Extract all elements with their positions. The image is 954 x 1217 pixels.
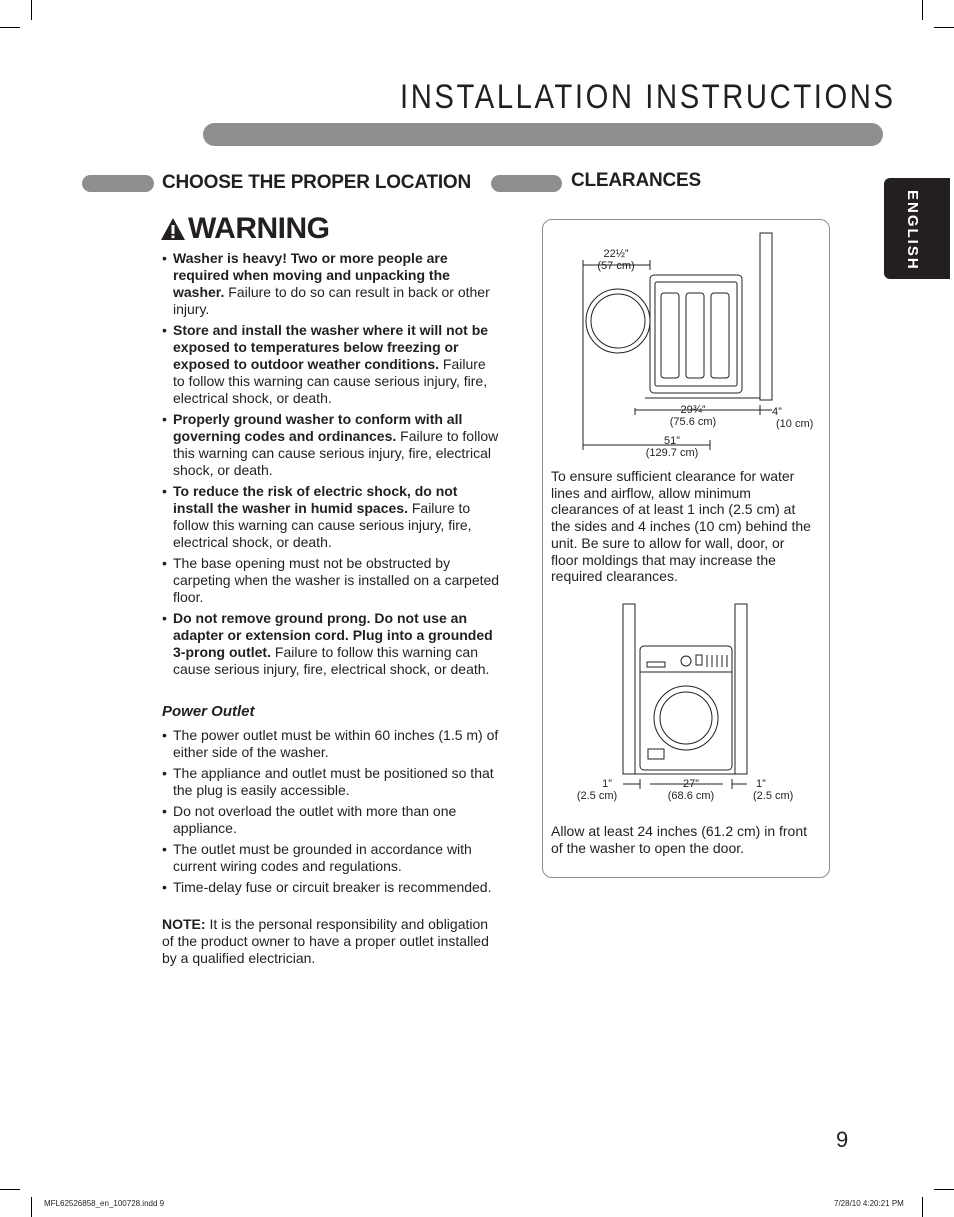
crop-mark	[0, 1189, 20, 1190]
dim-front-left-cm: (2.5 cm)	[576, 790, 618, 802]
warning-heading	[160, 212, 330, 246]
warning-text: Failure to follow this warning can cause serious injury, fire, electrical shock, or death.	[173, 644, 490, 677]
dim-rear	[772, 406, 822, 430]
crop-mark	[31, 1197, 32, 1217]
list-item: • The appliance and outlet must be positioned so that the plug is easily accessible.	[160, 765, 500, 799]
warning-title: WARNING	[188, 212, 330, 245]
note	[162, 916, 502, 967]
dim-front-width	[661, 778, 721, 802]
dim-front-right-cm: (2.5 cm)	[753, 790, 794, 802]
list-item	[160, 555, 500, 606]
warning-bold: Washer is heavy! Two or more people are required when moving and unpacking the washer.	[173, 250, 450, 300]
crop-mark	[31, 0, 32, 20]
page-title: INSTALLATION INSTRUCTIONS	[400, 78, 896, 116]
warning-bold: Store and install the washer where it will not be exposed to temperatures below freezing or exposed to outdoor weather conditions.	[173, 322, 489, 372]
language-tab-label: ENGLISH	[904, 190, 921, 271]
warning-bold: To reduce the risk of electric shock, do not install the washer in humid spaces.	[173, 483, 458, 516]
dim-depth-cm: (57 cm)	[597, 260, 635, 272]
page-number: 9	[836, 1127, 849, 1152]
note-label: NOTE:	[162, 916, 206, 932]
dim-front-left	[571, 778, 623, 802]
warning-text: Failure to follow this warning can cause serious injury, fire, electrical shock, or death.	[173, 428, 499, 478]
list-item	[160, 250, 500, 318]
list-item	[160, 411, 500, 479]
crop-mark	[922, 0, 923, 20]
list-item: • The outlet must be grounded in accordance with current wiring codes and regulations.	[160, 841, 500, 875]
dim-front-left-in: 1”	[602, 778, 612, 790]
clearances-heading: CLEARANCES	[571, 170, 701, 191]
note-text: It is the personal responsibility and obligation of the product owner to have a proper outlet installed by a qualified electrician.	[162, 916, 489, 966]
dim-rear-in: 4”	[772, 406, 782, 418]
door-text: Allow at least 24 inches (61.2 cm) in front of the washer to open the door.	[551, 823, 808, 856]
list-item	[160, 483, 500, 551]
list-item: • Time-delay fuse or circuit breaker is recommended.	[160, 879, 500, 896]
dim-body-in: 29¾”	[680, 404, 706, 416]
section-pill	[491, 175, 562, 192]
dim-rear-cm: (10 cm)	[776, 418, 814, 430]
dim-body-cm: (75.6 cm)	[669, 416, 717, 428]
list-item	[160, 610, 500, 678]
crop-mark	[934, 27, 954, 28]
dim-total-cm: (129.7 cm)	[645, 447, 699, 459]
dim-depth	[596, 248, 636, 272]
warning-list	[160, 250, 500, 682]
warning-bold: Properly ground washer to conform with all governing codes and ordinances.	[173, 411, 463, 444]
warning-triangle-icon	[160, 217, 186, 241]
warning-bold: Do not remove ground prong. Do not use an adapter or extension cord. Plug into a grounded 3-prong outlet.	[173, 610, 493, 660]
warning-text: Failure to follow this warning can cause serious injury, fire, electrical shock, or death.	[173, 500, 472, 550]
dim-depth-in: 22½”	[603, 248, 629, 260]
crop-mark	[922, 1197, 923, 1217]
list-item: • The power outlet must be within 60 inches (1.5 m) of either side of the washer.	[160, 727, 500, 761]
power-outlet-list	[160, 727, 500, 900]
title-bar	[203, 123, 883, 146]
section-pill	[82, 175, 154, 192]
language-tab	[884, 178, 950, 279]
clearance-text: To ensure sufficient clearance for water lines and airflow, allow minimum clearances of at least 1 inch (2.5 cm) at the sides and 4 inches (10 cm) behind the unit. Be sure to allow for wall, door, or floor moldings that may increase the required clearances.	[551, 468, 811, 585]
location-heading: CHOOSE THE PROPER LOCATION	[162, 172, 472, 193]
crop-mark	[934, 1189, 954, 1190]
list-item: • Do not overload the outlet with more than one appliance.	[160, 803, 500, 837]
footer-timestamp: 7/28/10 4:20:21 PM	[834, 1199, 904, 1208]
warning-text: Failure to do so can result in back or other injury.	[173, 284, 490, 317]
dim-total-in: 51”	[664, 435, 680, 447]
warning-text: Failure to follow this warning can cause serious injury, fire, electrical shock, or death.	[173, 356, 488, 406]
dim-body	[663, 404, 723, 428]
warning-text: The base opening must not be obstructed by carpeting when the washer is installed on a carpeted floor.	[173, 555, 500, 605]
dim-front-right-in: 1”	[756, 778, 766, 790]
list-item	[160, 322, 500, 407]
dim-front-right	[753, 778, 805, 802]
dim-total	[637, 435, 707, 459]
footer-file: MFL62526858_en_100728.indd 9	[44, 1199, 165, 1208]
dim-front-width-cm: (68.6 cm)	[667, 790, 715, 802]
crop-mark	[0, 27, 20, 28]
dim-front-width-in: 27”	[683, 778, 699, 790]
power-outlet-heading: Power Outlet	[162, 703, 255, 720]
